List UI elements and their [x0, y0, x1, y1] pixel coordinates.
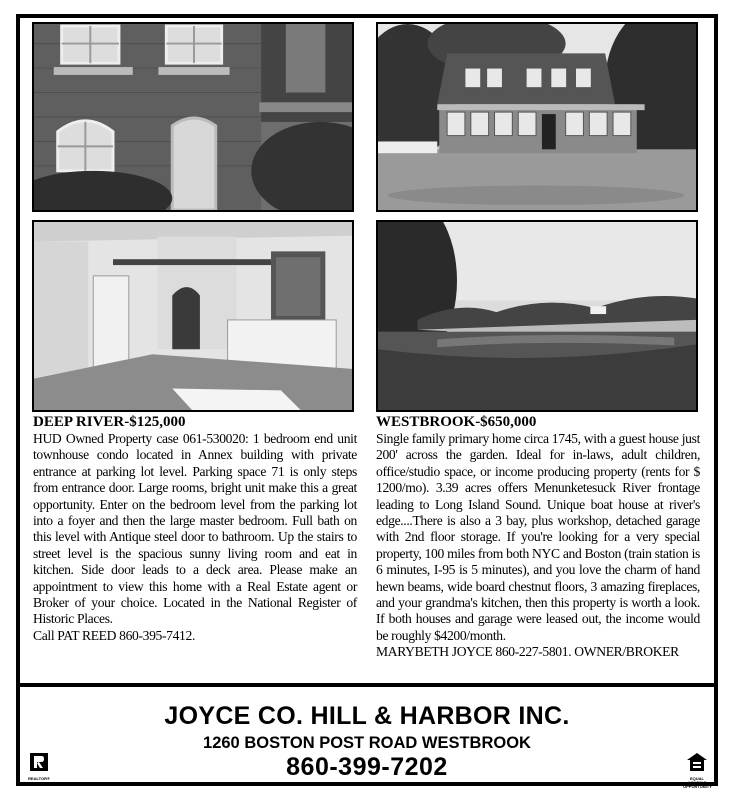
realtor-caption: REALTOR®	[28, 776, 50, 781]
equal-housing-icon	[686, 752, 708, 772]
listing-description: Single family primary home circa 1745, with a guest house just 200' across the garden. Ideal for in-laws, adult children, office/studio space, or income producing property (rents for $ 1200/mo). 3.39 acres offers Menunketesuck River frontage leading to Long Island Sound. Unique boat house at river's edge....There is also a 3 bay, plus workshop, detached garage with 2nd floor storage. If you're looking for a very special property, 100 miles from both NYC and Boston (train station is 6 minutes, I-95 is 5 minutes), and you love the charm of hand hewn beams, wide board chestnut floors, 3 amazing fireplaces, and your grandma's kitchen, then this property is worth a look. If both houses and garage were leased out, the income would be roughly $4200/month.	[376, 431, 700, 643]
equal-housing-logo	[683, 752, 711, 789]
listing-contact: MARYBETH JOYCE 860-227-5801. OWNER/BROKER	[376, 644, 679, 660]
listing-deep-river	[33, 414, 357, 644]
listing-heading: WESTBROOK-$650,000	[376, 414, 537, 430]
company-phone: 860-399-7202	[286, 753, 448, 781]
photo-interior-room	[32, 220, 354, 412]
footer	[20, 687, 714, 789]
photo-brick-townhouse	[32, 22, 354, 212]
company-address: 1260 BOSTON POST ROAD WESTBROOK	[203, 734, 531, 752]
photo-river-view	[376, 220, 698, 412]
realtor-icon	[29, 752, 49, 772]
listing-contact: Call PAT REED 860-395-7412.	[33, 627, 195, 643]
photo-westbrook-house	[376, 22, 698, 212]
listing-heading: DEEP RIVER-$125,000	[33, 414, 186, 430]
equal-housing-caption: EQUAL HOUSING OPPORTUNITY	[683, 776, 712, 789]
company-name: JOYCE CO. HILL & HARBOR INC.	[164, 702, 570, 730]
listing-description: HUD Owned Property case 061-530020: 1 bedroom end unit townhouse condo located in Annex building with private entrance at parking lot level. Parking space 71 is only steps from entrance door. Large rooms, bright unit make this a great opportunity. Enter on the bedroom level from the parking lot into a foyer and then the large master bedroom. Full bath on this level with Antique steel door to bathroom. Up the stairs to street level is the spacious sunny living room and eat in kitchen. Side door leads to a deck area. Please make an appointment to view this home with a Real Estate agent or Broker of your choice. Located in the National Register of Historic Places.	[33, 431, 357, 627]
listing-westbrook	[376, 414, 700, 661]
realtor-logo	[25, 752, 53, 781]
